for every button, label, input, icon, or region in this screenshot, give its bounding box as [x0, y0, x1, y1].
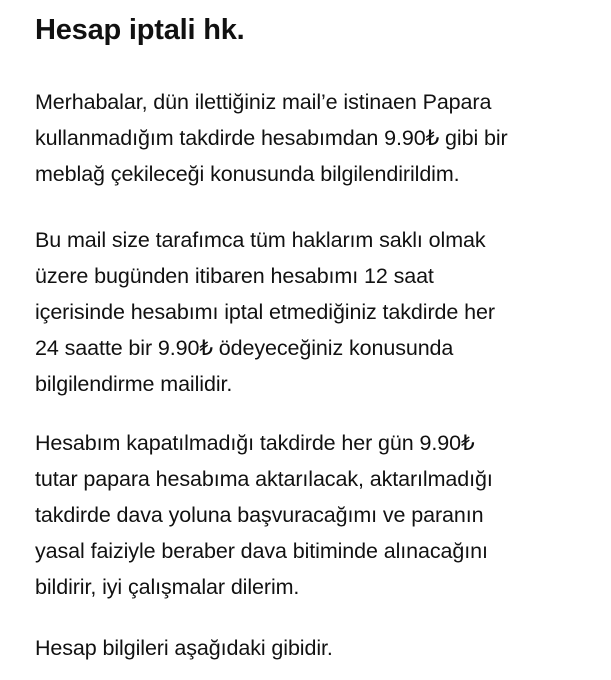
text-line: Hesap bilgileri aşağıdaki gibidir.	[35, 636, 333, 660]
text-line: Bu mail size tarafımca tüm haklarım saklı olmak	[35, 228, 486, 252]
paragraph-warning	[35, 425, 493, 605]
text-line: Merhabalar, dün ilettiğiniz mail’e istinaen Papara	[35, 90, 492, 114]
text-line: kullanmadığım takdirde hesabımdan 9.90₺ gibi bir	[35, 126, 508, 150]
text-line: bildirir, iyi çalışmalar dilerim.	[35, 575, 300, 599]
text-line: içerisinde hesabımı iptal etmediğiniz takdirde her	[35, 300, 495, 324]
text-line: üzere bugünden itibaren hesabımı 12 saat	[35, 264, 434, 288]
text-line: meblağ çekileceği konusunda bilgilendirildim.	[35, 162, 460, 186]
paragraph-account-info	[35, 630, 333, 666]
paragraph-notice	[35, 222, 495, 402]
text-line: Hesabım kapatılmadığı takdirde her gün 9.90₺	[35, 431, 475, 455]
email-subject-title: Hesap iptali hk.	[35, 14, 245, 46]
paragraph-intro	[35, 84, 508, 192]
text-line: 24 saatte bir 9.90₺ ödeyeceğiniz konusunda	[35, 336, 454, 360]
text-line: tutar papara hesabıma aktarılacak, aktarılmadığı	[35, 467, 493, 491]
text-line: bilgilendirme mailidir.	[35, 372, 233, 396]
text-line: yasal faiziyle beraber dava bitiminde alınacağını	[35, 539, 488, 563]
text-line: takdirde dava yoluna başvuracağımı ve paranın	[35, 503, 484, 527]
